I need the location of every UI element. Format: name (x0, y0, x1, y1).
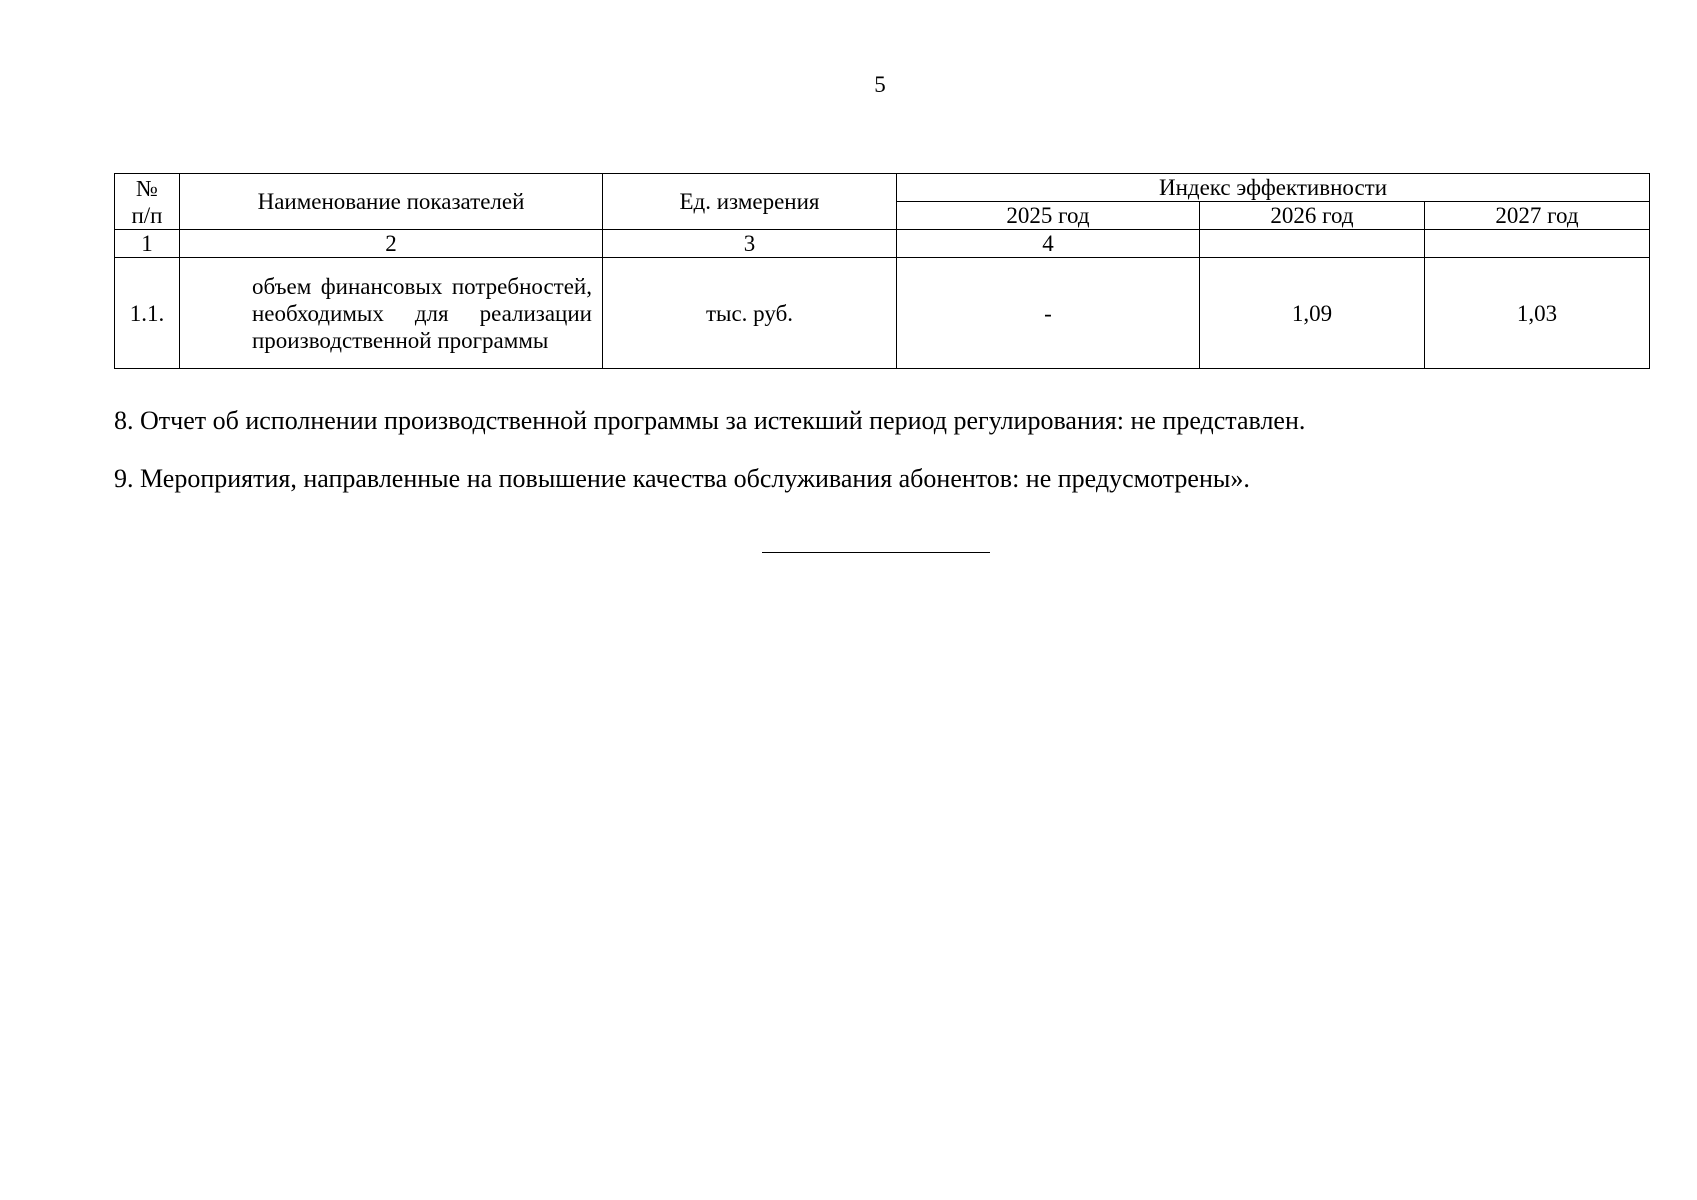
header-year-2026: 2026 год (1200, 202, 1425, 230)
header-name: Наименование показателей (180, 174, 603, 230)
indicators-table (114, 173, 1650, 369)
row-unit: тыс. руб. (603, 258, 897, 369)
column-number: 1 (115, 230, 180, 258)
row-num: 1.1. (115, 258, 180, 369)
paragraph-measures: 9. Мероприятия, направленные на повышение качества обслуживания абонентов: не предусмотрены». (114, 464, 1250, 493)
header-num: № п/п (115, 174, 180, 230)
end-divider-line (762, 552, 990, 553)
page-number: 5 (874, 72, 886, 97)
column-numbers-row (115, 230, 1650, 258)
column-number: 3 (603, 230, 897, 258)
row-value-2025: - (897, 258, 1200, 369)
table-header-row (115, 174, 1650, 202)
column-number: 4 (897, 230, 1200, 258)
column-number (1200, 230, 1425, 258)
paragraph-report: 8. Отчет об исполнении производственной программы за истекший период регулирования: не представлен. (114, 406, 1306, 435)
header-unit: Ед. измерения (603, 174, 897, 230)
header-efficiency-index: Индекс эффективности (897, 174, 1650, 202)
row-value-2027: 1,03 (1425, 258, 1650, 369)
header-year-2025: 2025 год (897, 202, 1200, 230)
row-name: объем финансовых потребностей, необходимых для реализации производственной программы (180, 258, 603, 369)
column-number (1425, 230, 1650, 258)
table-row (115, 258, 1650, 369)
column-number: 2 (180, 230, 603, 258)
row-value-2026: 1,09 (1200, 258, 1425, 369)
header-year-2027: 2027 год (1425, 202, 1650, 230)
